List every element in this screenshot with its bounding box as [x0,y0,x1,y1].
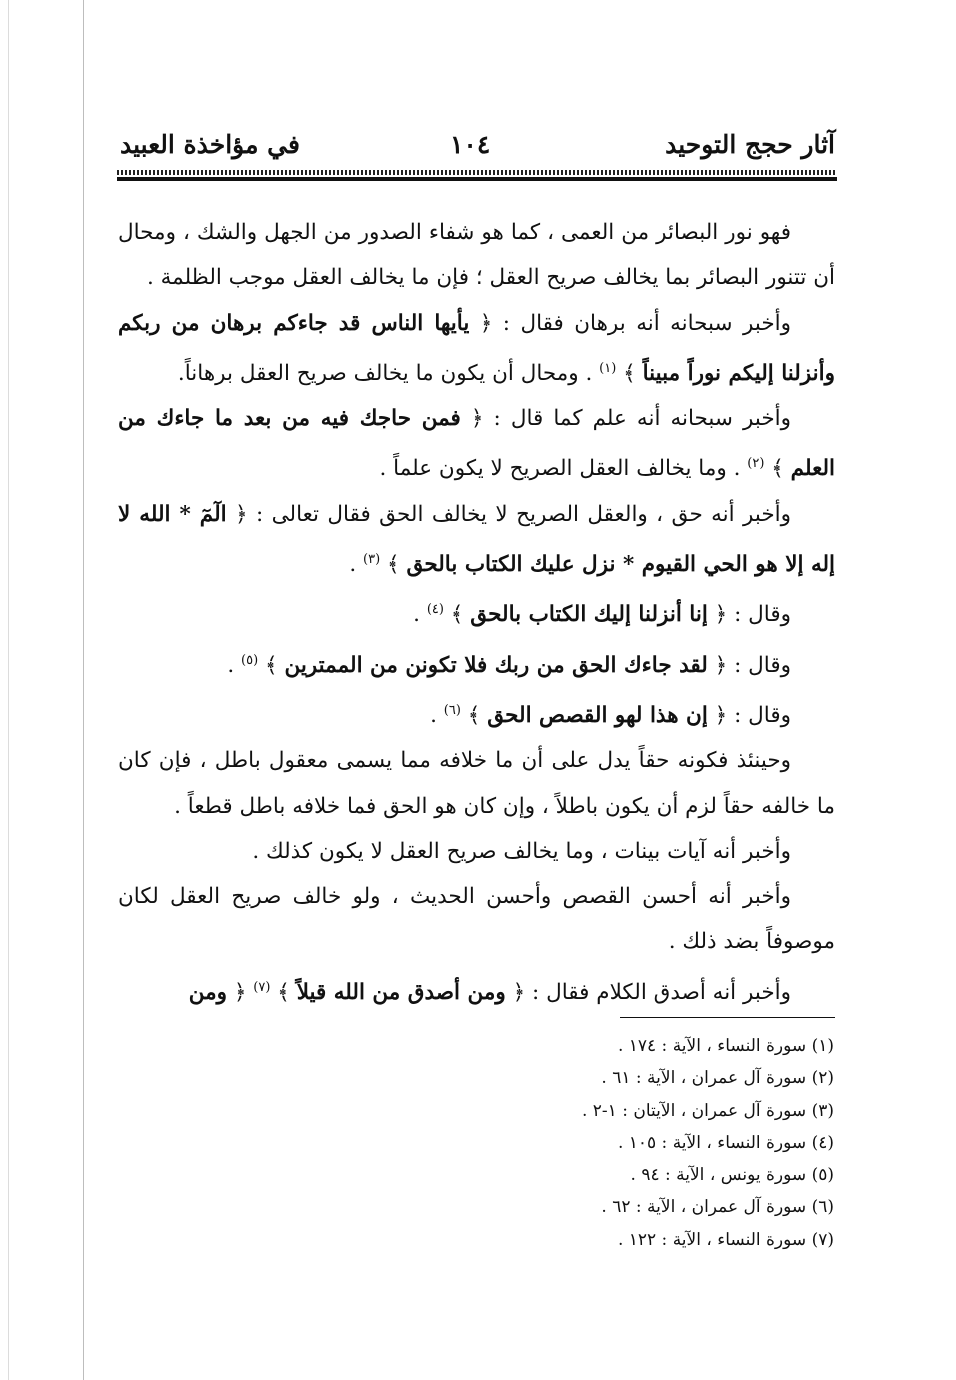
paragraph-qala-2: وقال : ﴿ لقد جاءك الحق من ربك فلا تكونن من الممترين ﴾ $^{(٥)}$ . [227,652,791,678]
paragraph: وأخبر أنه آيات بينات ، وما يخالف صريح العقل لا يكون كذلك . [252,838,791,864]
page-number: ١٠٤ [450,130,491,159]
paragraph: فهو نور البصائر من العمى ، كما هو شفاء الصدور من الجهل والشك ، ومحال أن تتنور البصائر بما يخالف صريح العقل ؛ فإن ما يخالف العقل موجب الظلمة . [118,220,835,291]
footnote: (٣) سورة آل عمران ، الآيتان : ١-٢ . [581,1100,834,1121]
paragraph: وأخبر أنه أحسن القصص وأحسن الحديث ، ولو خالف صريح العقل لكان موصوفاً بضد ذلك . [118,884,835,955]
quran-quote: لقد جاءك الحق من ربك فلا تكونن من الممترين [284,652,708,678]
main-text [118,210,835,1015]
quran-quote: إنا أنزلنا إليك الكتاب بالحق [470,602,708,628]
footnote: (٦) سورة آل عمران ، الآية : ٦٢ . [601,1197,834,1218]
footnotes [434,1030,834,1256]
header-dotted-rule [117,170,837,175]
paragraph-burhan: وأخبر سبحانه أنه برهان فقال : ﴿ يأيها الناس قد جاءكم برهان من ربكم وأنزلنا إليكم نوراً مبيناً ﴾ $^{(١)}$ . ومحال أن يكون ما يخالف صريح العقل برهاناً. [118,310,835,386]
book-title: آثار حجج التوحيد [665,130,835,159]
quran-quote: إن هذا لهو القصص الحق [487,702,708,728]
binding-margin-line [83,0,84,1380]
quran-quote: يأيها الناس قد جاءكم برهان من ربكم وأنزلنا إليكم نوراً مبيناً [118,310,835,386]
paragraph-haqq: وأخبر أنه حق ، والعقل الصريح لا يخالف الحق فقال تعالى : ﴿ الٓمٓ * الله لا إله إلا هو الحي القيوم * نزل عليك الكتاب بالحق ﴾ $^{(٣)}$ . [118,501,835,578]
footnote-ref: (٣) [363,552,381,568]
paragraph-asdaq: وأخبر أنه أصدق الكلام فقال : ﴿ ومن أصدق من الله قيلاً ﴾ $^{(٧)}$ ﴿ ومن [188,979,791,1005]
paragraph: وحينئذ فكونه حقاً يدل على أن ما خلافه مما يسمى معقول باطل ، فإن كان ما خالفه حقاً لزم أن يكون باطلاً ، وإن كان هو الحق فما خلافه باطل قطعاً . [118,748,835,819]
quran-quote: فمن حاجك فيه من بعد ما جاءك من العلم [118,406,835,482]
footnote-ref: (٢) [747,456,765,472]
footnote-ref: (٤) [426,602,444,618]
quran-quote-continued: ومن [188,979,227,1005]
footnote: (٥) سورة يونس ، الآية : ٩٤ . [630,1165,834,1186]
footnote-ref: (٦) [443,702,461,718]
chapter-title: في مؤاخذة العبيد [120,130,300,159]
running-header [120,130,835,170]
footnote-ref: (٥) [241,652,259,668]
quran-quote: الٓمٓ * الله لا إله إلا هو الحي القيوم * نزل عليك الكتاب بالحق [118,501,835,578]
paragraph-ilm: وأخبر سبحانه أنه علم كما قال : ﴿ فمن حاجك فيه من بعد ما جاءك من العلم ﴾ $^{(٢)}$ . وما يخالف العقل الصريح لا يكون علماً . [118,406,835,482]
paragraph-qala-1: وقال : ﴿ إنا أنزلنا إليك الكتاب بالحق ﴾ $^{(٤)}$ . [413,602,791,628]
footnote: (٧) سورة النساء ، الآية : ١٢٢ . [617,1229,834,1250]
footnote: (٢) سورة آل عمران ، الآية : ٦١ . [601,1068,834,1089]
header-thick-rule [117,177,837,181]
footnote-separator [620,1017,835,1018]
footnote-ref: (٧) [253,979,271,995]
footnote-ref: (١) [599,360,617,376]
footnote: (٤) سورة النساء ، الآية : ١٠٥ . [617,1132,834,1153]
scan-edge-line [8,0,9,1380]
paragraph-qala-3: وقال : ﴿ إن هذا لهو القصص الحق ﴾ $^{(٦)}$ . [430,702,791,728]
footnote: (١) سورة النساء ، الآية : ١٧٤ . [617,1036,834,1056]
quran-quote: ومن أصدق من الله قيلاً [296,979,506,1005]
